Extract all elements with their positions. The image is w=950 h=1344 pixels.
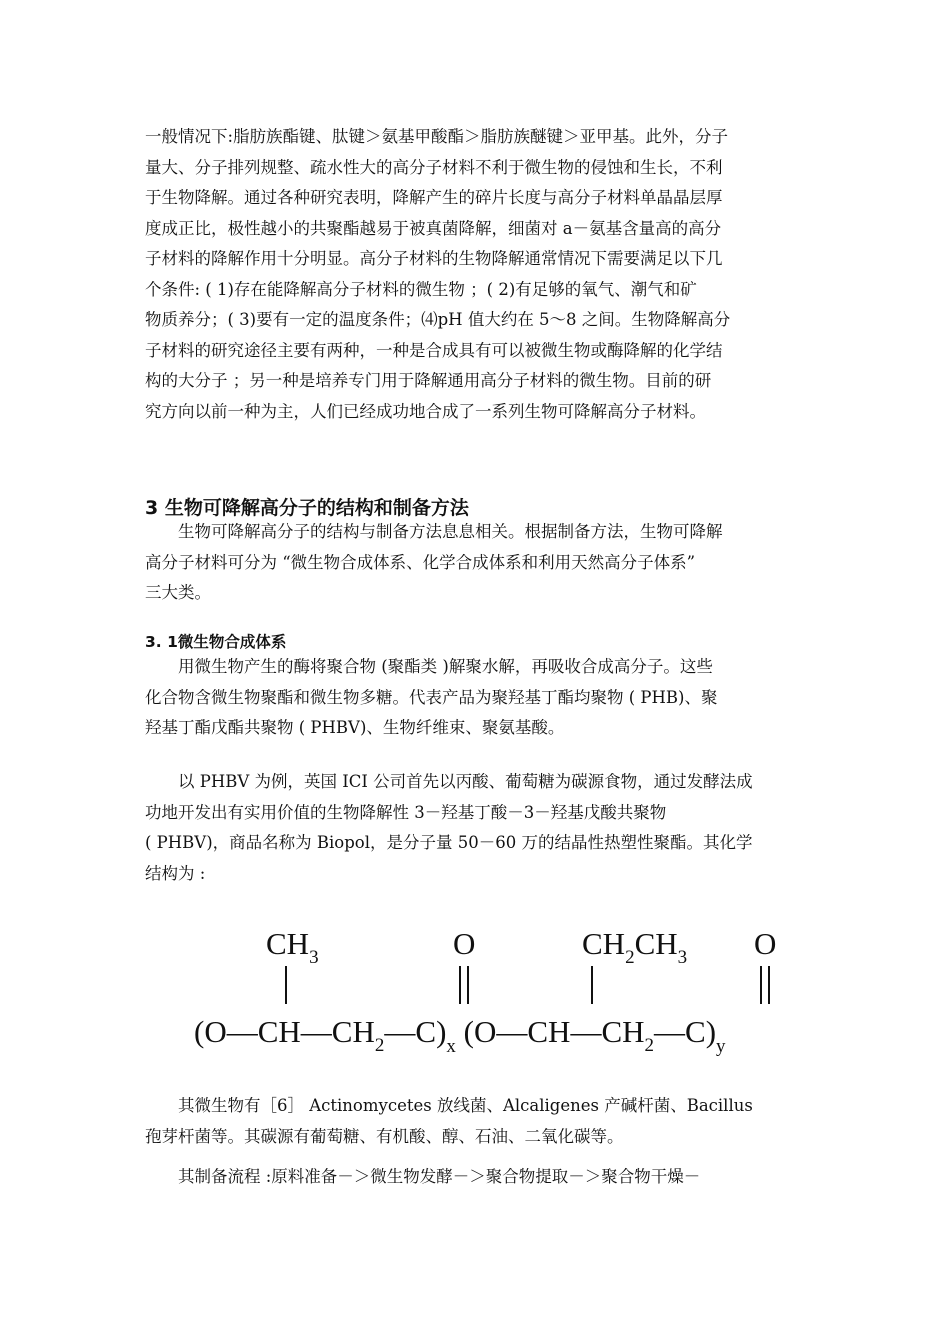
text-line: 物质养分；( 3)要有一定的温度条件；⑷pH 值大约在 5～8 之间。生物降解高分 xyxy=(145,310,731,329)
paragraph-biodegradation-conditions xyxy=(145,122,810,427)
text-line: 其微生物有［6］ Actinomycetes 放线菌、Alcaligenes 产碱杆菌、Bacillus xyxy=(145,1096,753,1115)
section-3-heading: 3 生物可降解高分子的结构和制备方法 xyxy=(145,497,469,519)
paragraph-phbv-example xyxy=(145,767,810,889)
phbv-chemical-structure xyxy=(190,920,820,1065)
unit2-substituent: $CH_2CH_3$ xyxy=(582,926,688,968)
text-line: 子材料的研究途径主要有两种，一种是合成具有可以被微生物或酶降解的化学结 xyxy=(145,340,723,360)
text-line: 功地开发出有实用价值的生物降解性 3－羟基丁酸－3－羟基戊酸共聚物 xyxy=(145,802,667,822)
paragraph-microbial-synthesis xyxy=(145,652,810,744)
text-line: 一般情况下:脂肪族酯键、肽键＞氨基甲酸酯＞脂肪族醚键＞亚甲基。此外，分子 xyxy=(145,127,729,146)
text-line: 结构为 : xyxy=(145,863,206,883)
unit1-carbonyl-oxygen: O xyxy=(453,926,476,961)
paragraph-microorganisms xyxy=(145,1091,810,1152)
paragraph-preparation-process xyxy=(145,1162,810,1193)
text-line: 子材料的降解作用十分明显。高分子材料的生物降解通常情况下需要满足以下几 xyxy=(145,249,723,268)
text-line: 孢芽杆菌等。其碳源有葡萄糖、有机酸、醇、石油、二氧化碳等。 xyxy=(145,1126,624,1146)
unit2-carbonyl-oxygen: O xyxy=(754,926,777,961)
text-line: 个条件: ( 1)存在能降解高分子材料的微生物 ；( 2)有足够的氧气、潮气和矿 xyxy=(145,279,697,299)
paragraph-preparation-overview xyxy=(145,517,810,609)
text-line: 羟基丁酯戊酯共聚物 ( PHBV)、生物纤维束、聚氨基酸。 xyxy=(145,718,565,737)
text-line: 生物可降解高分子的结构与制备方法息息相关。根据制备方法，生物可降解 xyxy=(145,522,723,541)
backbone-chain: $(O—CH—CH_2—C)_x$ $(O—CH—CH_2—C)_y$ xyxy=(194,1014,726,1057)
text-line: 高分子材料可分为 “微生物合成体系、化学合成体系和利用天然高分子体系” xyxy=(145,552,696,572)
unit1-substituent: $CH_3$ xyxy=(266,926,319,968)
text-line: 三大类。 xyxy=(145,583,211,602)
text-line: 用微生物产生的酶将聚合物 (聚酯类 )解聚水解，再吸收合成高分子。这些 xyxy=(145,657,713,676)
text-line: 究方向以前一种为主，人们已经成功地合成了一系列生物可降解高分子材料。 xyxy=(145,401,706,421)
text-line: 于生物降解。通过各种研究表明，降解产生的碎片长度与高分子材料单晶晶层厚 xyxy=(145,188,723,207)
text-line: 构的大分子 ；另一种是培养专门用于降解通用高分子材料的微生物。目前的研 xyxy=(145,371,712,390)
text-line: 以 PHBV 为例，英国 ICI 公司首先以丙酸、葡萄糖为碳源食物，通过发酵法成 xyxy=(145,772,753,791)
text-line: 量大、分子排列规整、疏水性大的高分子材料不利于微生物的侵蚀和生长，不利 xyxy=(145,157,723,177)
text-line: 其制备流程 :原料准备－＞微生物发酵－＞聚合物提取－＞聚合物干燥－ xyxy=(145,1167,701,1186)
section-3-1-heading: 3. 1微生物合成体系 xyxy=(145,633,287,651)
text-line: ( PHBV)，商品名称为 Biopol，是分子量 50－60 万的结晶性热塑性聚酯。其化学 xyxy=(145,833,753,852)
text-line: 度成正比，极性越小的共聚酯越易于被真菌降解，细菌对 a－氨基含量高的高分 xyxy=(145,218,722,238)
text-line: 化合物含微生物聚酯和微生物多糖。代表产品为聚羟基丁酯均聚物 ( PHB)、聚 xyxy=(145,687,718,707)
